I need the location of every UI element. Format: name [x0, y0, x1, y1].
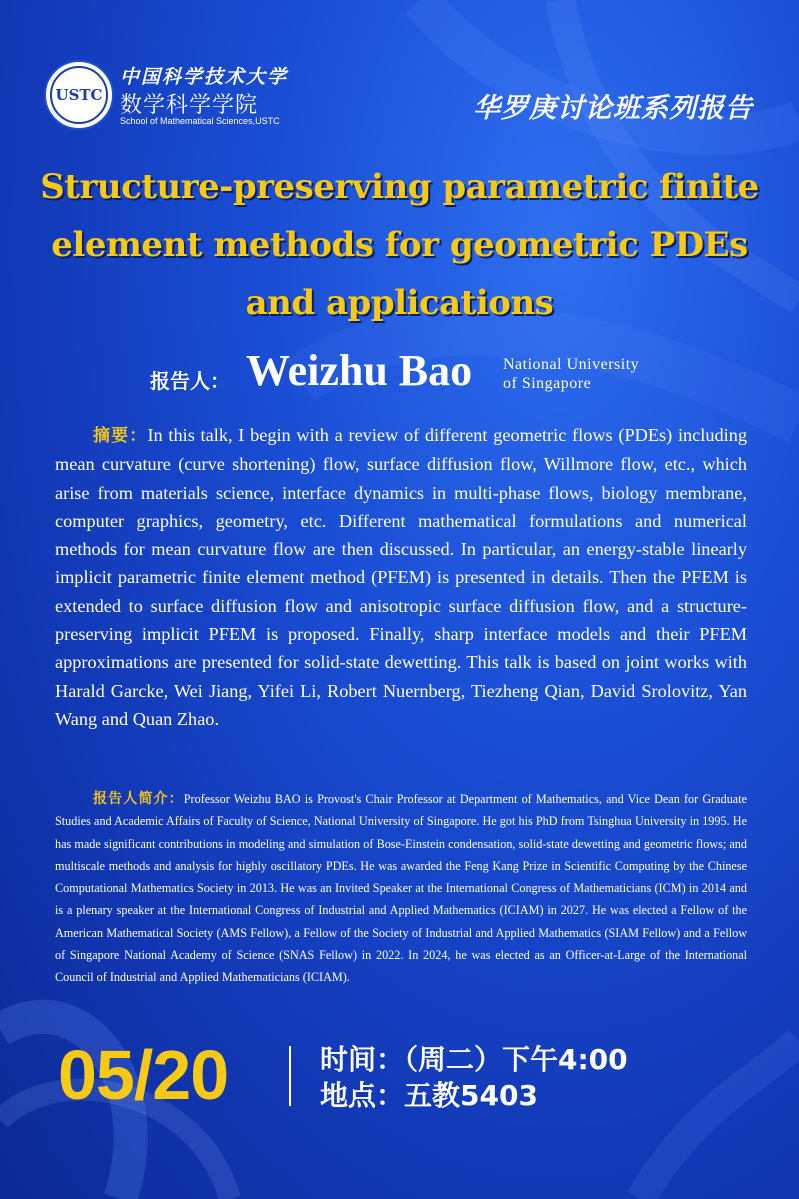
seminar-series-title: 华罗庚讨论班系列报告	[473, 93, 753, 124]
affiliation-line-2: of Singapore	[503, 375, 592, 392]
speaker-label: 报告人：	[150, 369, 230, 393]
speaker-row	[0, 345, 799, 401]
bio-label: 报告人简介：	[93, 791, 184, 807]
seal-center: USTC	[50, 66, 108, 124]
affiliation-line-1: National University	[503, 356, 640, 373]
talk-title: Structure-preserving parametric finite element methods for geometric PDEs and applications	[40, 167, 759, 323]
school-name-en: School of Mathematical Sciences,USTC	[120, 116, 280, 126]
abstract-label: 摘要：	[93, 426, 148, 446]
bio-text: Professor Weizhu BAO is Provost's Chair Professor at Department of Mathematics, and Vice Dean for Graduate Studies and Academic Affairs of Faculty of Science, National University of Singapore. He got his PhD from Tsinghua University in 1995. He has made significant contributions in modeling and simulation of Bose-Einstein condensation, solid-state dewetting and geometric flows; and multiscale methods and analysis for highly oscillatory PDEs. He was awarded the Feng Kang Prize in Scientific Computing by the Chinese Computational Mathematics Society in 2013. He was an Invited Speaker at the International Congress of Mathematicians (ICM) in 2014 and is a plenary speaker at the International Congress of Industrial and Applied Mathematics (ICIAM) in 2027. He was elected a Fellow of the American Mathematical Society (AMS Fellow), a Fellow of the Society of Industrial and Applied Mathematics (SIAM Fellow) and a Fellow of Singapore National Academy of Science (SNAS Fellow) in 2022. In 2024, he was elected as an Officer-at-Large of the International Council of Industrial and Applied Mathematicians (ICIAM).	[55, 792, 748, 985]
schedule-divider	[289, 1046, 291, 1106]
school-logo-block	[44, 60, 304, 130]
university-name: 中国科学技术大学	[120, 66, 289, 88]
abstract-text: In this talk, I begin with a review of different geometric flows (PDEs) including mean curvature (curve shortening) flow, surface diffusion flow, Willmore flow, etc., which arise from materials science, interface dynamics in multi-phase flows, biology membrane, computer graphics, geometry, etc. Different mathematical formulations and numerical methods for mean curvature flow are then discussed. In particular, an energy-stable linearly implicit parametric finite element method (PFEM) is presented in details. Then the PFEM is extended to surface diffusion flow and anisotropic surface diffusion flow, and a structure-preserving implicit PFEM is proposed. Finally, sharp interface models and their PFEM approximations are presented for solid-state dewetting. This talk is based on joint works with Harald Garcke, Wei Jiang, Yifei Li, Robert Nuernberg, Tiezheng Qian, David Srolovitz, Yan Wang and Quan Zhao.	[55, 425, 747, 729]
speaker-name: Weizhu Bao	[246, 346, 473, 395]
abstract-paragraph	[55, 421, 747, 733]
talk-date: 05/20	[58, 1036, 229, 1114]
university-seal-icon	[44, 60, 114, 130]
school-name-cn: 数学科学学院	[120, 93, 259, 118]
talk-time: 时间：（周二）下午4:00	[320, 1043, 628, 1076]
talk-place: 地点：五教5403	[320, 1079, 538, 1112]
speaker-affiliation	[503, 355, 639, 393]
bio-paragraph	[55, 788, 747, 989]
